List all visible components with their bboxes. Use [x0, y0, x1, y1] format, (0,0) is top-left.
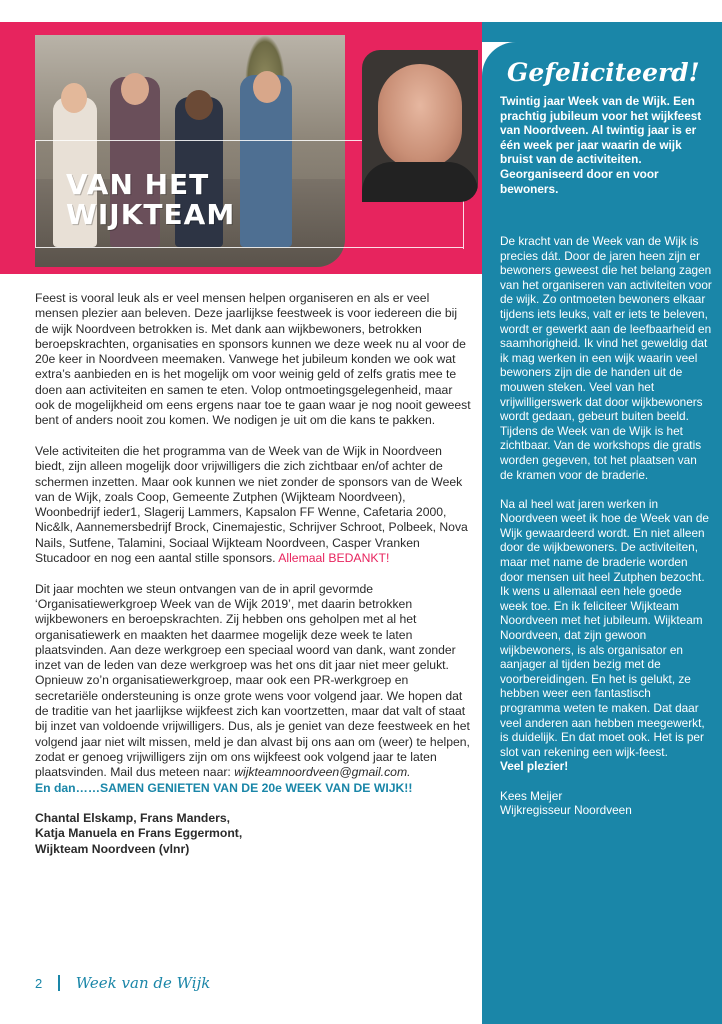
- signature-line: Wijkteam Noordveen (vlnr): [35, 841, 190, 856]
- person-4-head: [253, 71, 281, 103]
- portrait-photo: [362, 50, 478, 202]
- signature-line: Katja Manuela en Frans Eggermont,: [35, 826, 243, 841]
- sidebar-heading: Gefeliciteerd!: [507, 58, 700, 87]
- article-paragraph: Feest is vooral leuk als er veel mensen helpen organiseren en als er veel mensen plezier aan beleven. Deze jaarlijkse feestweek is voor iedereen die bij de wijk Noordveen betrokken is. Met dank aan wijkbewoners, betrokken beroepskrachten, organisaties en sponsors kunnen we deze week nu al voor de 20e keer in Noordveen meemaken. Vanwege het jubileum konden we ook wat extra’s aanbieden en is het mogelijk om voor weinig geld of zelfs gratis mee te doen aan activiteiten en samen te eten. Volop ontmoetingsgelegenheid, maar ook de mogelijkheid om eens ergens naar toe te gaan waar je nog nooit geweest bent of anders nooit zou komen. We nodigen je uit om die kans te pakken.: [35, 291, 471, 428]
- page-title: VAN HET WIJKTEAM: [66, 168, 236, 231]
- signature: [35, 811, 471, 857]
- person-3-head: [185, 90, 213, 120]
- footer-divider: [58, 975, 60, 991]
- page-footer: [35, 972, 210, 994]
- sponsors-text: Vele activiteiten die het programma van de Week van de Wijk in Noordveen biedt, zijn alleen mogelijk door vrijwilligers die zich zichtbaar en/of achter de schermen inzetten. Maar ook kunnen we niet zonder de sponsors van de Week van de Wijk, zoals Coop, Gemeente Zutphen (Wijkteam Noordveen), Woonbedrijf ieder1, Slagerij Lammers, Kapsalon FF Wenne, Cafetaria 2000, Nic&lk, Aannemersbedrijf Brock, Cinemajestic, Schrijver Schroot, Polbeek, Nova Nails, Sutfene, Talamini, Sociaal Wijkteam Noordveen, Casper Vranken Stucadoor en nog een aantal stille sponsors.: [35, 443, 468, 566]
- sidebar-author: [500, 789, 712, 818]
- signature-line: Chantal Elskamp, Frans Manders,: [35, 811, 231, 826]
- publication-title: Week van de Wijk: [75, 974, 211, 992]
- person-1-head: [61, 83, 87, 113]
- closing-line: En dan……SAMEN GENIETEN VAN DE 20e WEEK VAN DE WIJK!!: [35, 780, 413, 795]
- article-body: [35, 291, 471, 872]
- sidebar-top-strip: [482, 22, 722, 42]
- author-role: Wijkregisseur Noordveen: [500, 803, 632, 818]
- article-paragraph: [35, 444, 471, 566]
- werkgroep-text: Dit jaar mochten we steun ontvangen van de in april gevormde ‘Organisatiewerkgroep Week van de Wijk 2019’, met daarin betrokken wijkbewoners en beroepskrachten. Zij hebben ons geholpen met al het organisatiewerk en maakten het daarmee mogelijk deze week te laten plaatsvinden. Aan deze werkgroep een speciaal woord van dank, want zonder inzet van de leden van deze werkgroep was het ons dit jaar niet meer gelukt. Opnieuw zo’n organisatiewerkgroep, maar ook een PR-werkgroep en secretariële ondersteuning is onze grote wens voor volgend jaar. We hopen dat de traditie van het jaarlijkse wijkfeest zich kan voortzetten, maar dat valt of staat bij inzet van voldoende vrijwilligers. Dus, als je geniet van deze feestweek en het volgend jaar niet wilt missen, meld je dan alvast bij ons aan om (weer) te helpen, zodat er genoeg vrijwilligers zijn om ons wijkfeest ook volgend jaar te laten plaatsvinden. Mail dus meteen naar:: [35, 581, 470, 780]
- email-link[interactable]: wijkteamnoordveen@gmail.com.: [234, 765, 411, 780]
- sidebar-lead: Twintig jaar Week van de Wijk. Een prachtig jubileum voor het wijkfeest van Noordveen. Al twintig jaar is er één week per jaar waarin de wijk bruist van de activiteiten. Georganiseerd door en voor bewoners.: [500, 94, 702, 196]
- sidebar-paragraph: De kracht van de Week van de Wijk is precies dát. Door de jaren heen zijn er bewoners geweest die het belang zagen van het organiseren van activiteiten voor de wijk. Zo ontmoeten bewoners elkaar tijdens iets leuks, valt er iets te beleven, wordt er gewerkt aan de leefbaarheid en saamhorigheid. Ik vind het geweldig dat ik mag werken in een wijk waarin veel bewoners zijn die de handen uit de mouwen steken. Veel van het vrijwilligerswerk dat door wijkbewoners wordt gedaan, gebeurt buiten beeld. Tijdens de Week van de Wijk is het zichtbaar. Van de workshops die gratis worden gegeven, tot het plaatsen van de kramen voor de braderie.: [500, 234, 712, 482]
- sidebar-paragraph: [500, 497, 712, 774]
- sidebar-body: [500, 234, 712, 832]
- article-paragraph: [35, 582, 471, 796]
- portrait-shirt: [362, 162, 478, 202]
- thanks-text: Allemaal BEDANKT!: [278, 551, 390, 566]
- page-number: 2: [35, 975, 43, 991]
- sidebar-cheer: Veel plezier!: [500, 759, 569, 774]
- portrait-face: [378, 64, 462, 168]
- sidebar-paragraph-text: Na al heel wat jaren werken in Noordveen weet ik hoe de Week van de Wijk gewaardeerd wordt. En niet alleen door de wijkbewoners. De activiteiten, maar met name de braderie worden door mensen uit heel Zutphen bezocht. Ik wens u allemaal een hele goede week toe. En ik feliciteer Wijkteam Noordveen met het jubileum. Wijkteam Noordveen, dat zijn gewoon wijkbewoners, is als organisator en aanjager al tijden bezig met de voorbereidingen. En het is gelukt, ze hebben weer een fantastisch programma weten te maken. Dat daar veel anderen aan hebben meegewerkt, is duidelijk. En dat moet ook. Het is per slot van rekening een wijk-feest.: [500, 496, 709, 759]
- author-name: Kees Meijer: [500, 788, 563, 803]
- person-2-head: [121, 73, 149, 105]
